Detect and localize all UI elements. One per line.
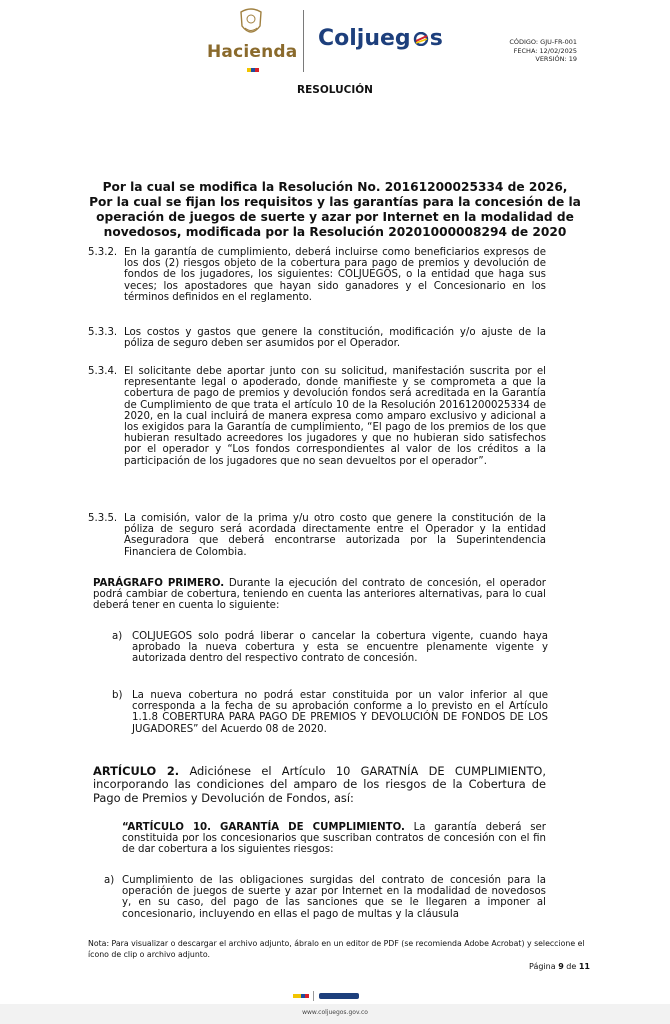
page-prefix: Página	[529, 962, 559, 971]
quote-item-label: a)	[104, 875, 115, 886]
page-number	[529, 962, 590, 971]
coljuegos-swoosh-icon	[412, 32, 430, 46]
sub-item-label: a)	[112, 631, 123, 642]
item-text: Los costos y gastos que genere la constitución, modificación y/o ajuste de la póliza de seguro deben ser asumidos por el Operador.	[124, 327, 546, 350]
item-number: 5.3.4.	[88, 366, 118, 377]
item-text: En la garantía de cumplimiento, deberá incluirse como beneficiarios expresos de los dos (2) riesgos objeto de la cobertura para pago de premios y devolución de fondos de los jugadores, los siguientes: COLJUEGOS, o la entidad que haga sus veces; los apostadores que hayan sido ganadores y el Concesionario en los términos definidos en el reglamento.	[124, 247, 546, 303]
page-current: 9	[558, 962, 564, 971]
title-line: operación de juegos de suerte y azar por Internet en la modalidad de	[96, 210, 574, 224]
quote-label: “ARTÍCULO 10. GARANTÍA DE CUMPLIMIENTO.	[122, 822, 405, 833]
paragrafo-label: PARÁGRAFO PRIMERO.	[93, 578, 225, 589]
document-metadata	[509, 38, 577, 64]
document-type: RESOLUCIÓN	[297, 84, 373, 96]
version-line: VERSIÓN: 19	[535, 55, 577, 63]
flag-stripe	[247, 68, 259, 72]
page-total: 11	[578, 962, 590, 971]
hacienda-wordmark: Hacienda	[207, 42, 298, 62]
page-of: de	[563, 962, 579, 971]
hacienda-logo	[205, 8, 300, 78]
title-line: Por la cual se fijan los requisitos y las garantías para la concesión de la	[89, 195, 581, 209]
paragrafo-text: Durante la ejecución del contrato de concesión, el operador podrá cambiar de cobertura, teniendo en cuenta las anteriores alternativas, para lo cual deberá tener en cuenta lo siguiente:	[93, 578, 546, 612]
articulo-10-quote	[122, 822, 546, 856]
footer-note: Nota: Para visualizar o descargar el archivo adjunto, ábralo en un editor de PDF (se recomienda Adobe Acrobat) y seleccione el ícono de clip o archivo adjunto.	[88, 939, 585, 959]
item-text: El solicitante debe aportar junto con su solicitud, manifestación suscrita por el representante legal o apoderado, donde manifieste y se comprometa a que la cobertura de pago de premios y devolución fondos será acreditada en la Garantía de Cumplimiento de que trata el artículo 10 de la Resolución 20161200025334 de 2020, en la cual incluirá de manera expresa como amparo exclusivo y adicional a los exigidos para la Garantía de cumplimiento, “El pago de los premios de los que hubieran resultado acreedores los jugadores y que no hubieran sido satisfechos por el operador y “Los fondos correspondientes al valor de los créditos a la participación de los jugadores que no sean devueltos por el operador”.	[124, 366, 546, 467]
header-divider	[303, 10, 304, 72]
sub-item-text: COLJUEGOS solo podrá liberar o cancelar la cobertura vigente, cuando haya aprobado la nueva cobertura y esta se encuentre plenamente vigente y autorizada dentro del respectivo contrato de concesión.	[132, 631, 548, 665]
coat-of-arms-icon	[238, 8, 264, 40]
paragrafo-primero	[93, 578, 546, 612]
coljuegos-wordmark-end: s	[429, 26, 443, 51]
quote-text: La garantía deberá ser constituida por los concesionarios que suscriban contratos de concesión con el fin de dar cobertura a los siguientes riesgos:	[122, 822, 546, 856]
footer-logo-icon	[293, 990, 383, 1002]
articulo-2	[93, 765, 546, 805]
coljuegos-wordmark: Coljueg	[318, 26, 411, 51]
title-line: novedosos, modificada por la Resolución 20201000008294 de 2020	[103, 225, 567, 239]
document-title	[80, 180, 590, 240]
item-number: 5.3.3.	[88, 327, 118, 338]
articulo-2-text: Adiciónese el Artículo 10 GARATNÍA DE CUMPLIMIENTO, incorporando las condiciones del amparo de los riesgos de la Cobertura de Pago de Premios y Devolución de Fondos, así:	[93, 764, 546, 805]
code-line: CÓDIGO: GJU-FR-001	[509, 38, 577, 46]
sub-item-label: b)	[112, 690, 123, 701]
title-line: Por la cual se modifica la Resolución No. 20161200025334 de 2026,	[102, 180, 568, 194]
date-line: FECHA: 12/02/2025	[513, 46, 577, 55]
item-number: 5.3.5.	[88, 513, 118, 524]
quote-item-text: Cumplimiento de las obligaciones surgidas del contrato de concesión para la operación de juegos de suerte y azar por Internet en la modalidad de novedosos y, en su caso, del pago de las sanciones que se le llegaren a imponer al concesionario, incluyendo en ellas el pago de multas y la cláusula	[122, 875, 546, 920]
coljuegos-logo	[318, 26, 443, 51]
item-text: La comisión, valor de la prima y/u otro costo que genere la constitución de la póliza de seguro será acordada directamente entre el Operador y la entidad Aseguradora que deberá encontrarse autorizada por la Superintendencia Financiera de Colombia.	[124, 513, 546, 558]
footer-url[interactable]: www.coljuegos.gov.co	[302, 1009, 368, 1016]
item-number: 5.3.2.	[88, 247, 118, 258]
sub-item-text: La nueva cobertura no podrá estar constituida por un valor inferior al que corresponda a la fecha de su aprobación conforme a lo previsto en el Artículo 1.1.8 COBERTURA PARA PAGO DE PREMIOS Y DEVOLUCIÓN DE FONDOS DE LOS JUGADORES” del Acuerdo 08 de 2020.	[132, 690, 548, 735]
articulo-2-label: ARTÍCULO 2.	[93, 764, 180, 778]
